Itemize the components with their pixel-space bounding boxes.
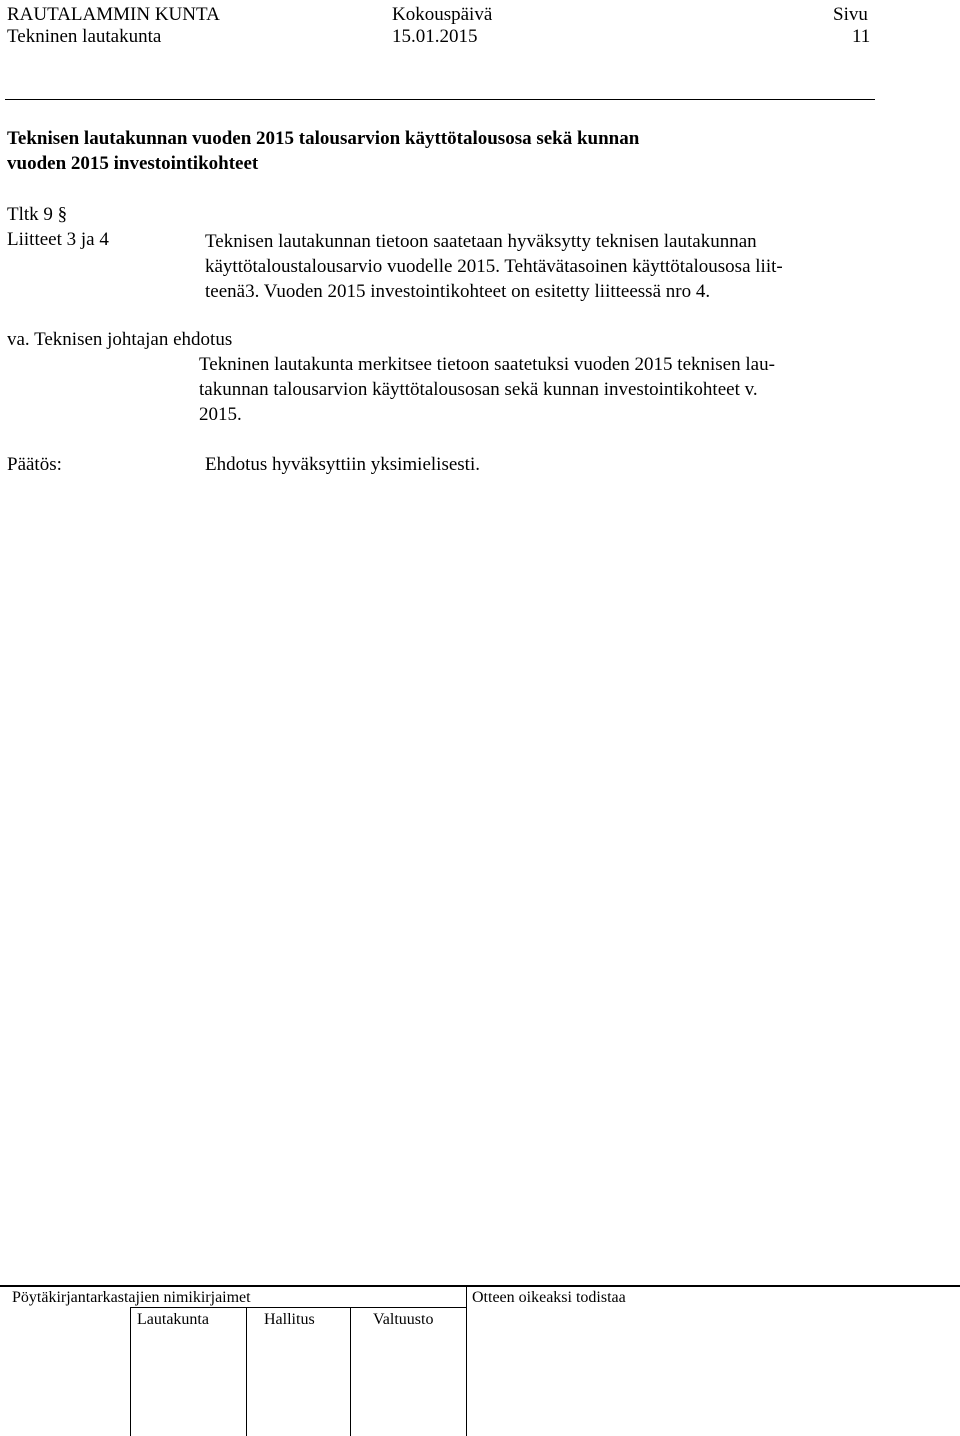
- decision-label: Päätös:: [7, 454, 62, 475]
- section-reference: Tltk 9 §: [7, 204, 68, 225]
- footer-column-hallitus: Hallitus: [264, 1311, 315, 1328]
- proposal-line-3: 2015.: [199, 404, 242, 425]
- header-date: 15.01.2015: [392, 26, 478, 47]
- decision-text: Ehdotus hyväksyttiin yksimielisesti.: [205, 454, 480, 475]
- header-page-number: 11: [852, 26, 871, 47]
- item-title-line-2: vuoden 2015 investointikohteet: [7, 153, 259, 174]
- header-page-label: Sivu: [833, 4, 868, 25]
- body-line-1: Teknisen lautakunnan tietoon saatetaan hyväksytty teknisen lautakunnan: [205, 231, 757, 252]
- header-org: RAUTALAMMIN KUNTA: [7, 4, 220, 25]
- footer-signatures-label: Pöytäkirjantarkastajien nimikirjaimet: [12, 1289, 251, 1306]
- footer-certified-label: Otteen oikeaksi todistaa: [472, 1289, 626, 1306]
- item-title-line-1: Teknisen lautakunnan vuoden 2015 talousarvion käyttötalousosa sekä kunnan: [7, 128, 640, 149]
- header-body: Tekninen lautakunta: [7, 26, 162, 47]
- header-date-label: Kokouspäivä: [392, 4, 493, 25]
- footer-column-valtuusto: Valtuusto: [373, 1311, 434, 1328]
- proposal-line-2: takunnan talousarvion käyttötalousosan sekä kunnan investointikohteet v.: [199, 379, 758, 400]
- proposal-label: va. Teknisen johtajan ehdotus: [7, 329, 233, 350]
- header-divider: [5, 99, 875, 100]
- footer-column-lautakunta: Lautakunta: [137, 1311, 209, 1328]
- proposal-line-1: Tekninen lautakunta merkitsee tietoon saatetuksi vuoden 2015 teknisen lau-: [199, 354, 775, 375]
- attachments-label: Liitteet 3 ja 4: [7, 229, 109, 250]
- body-line-3: teenä3. Vuoden 2015 investointikohteet on esitetty liitteessä nro 4.: [205, 281, 711, 302]
- body-line-2: käyttötaloustalousarvio vuodelle 2015. Tehtävätasoinen käyttötalousosa liit-: [205, 256, 783, 277]
